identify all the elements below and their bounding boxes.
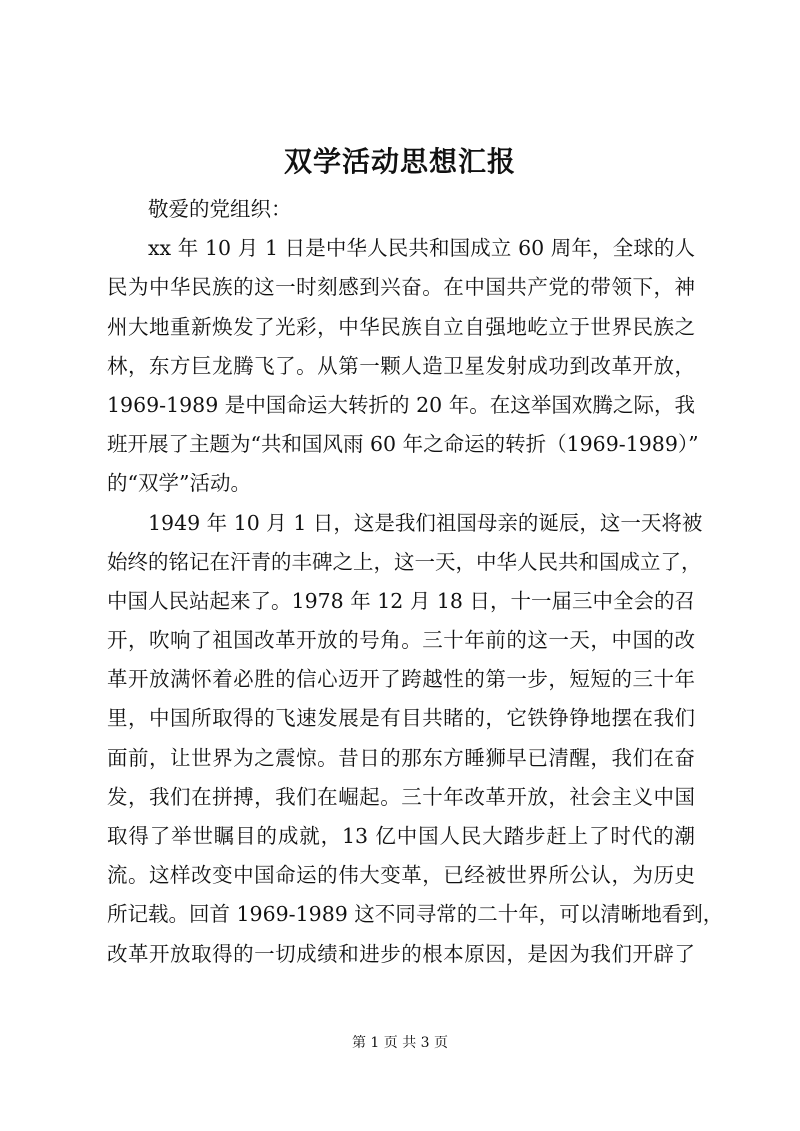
paragraph-2-line: 发，我们在拼搏，我们在崛起。三十年改革开放，社会主义中国	[107, 784, 695, 809]
paragraph-1-line: xx 年 10 月 1 日是中华人民共和国成立 60 周年，全球的人	[148, 236, 695, 261]
paragraph-2-line: 1949 年 10 月 1 日，这是我们祖国母亲的诞辰，这一天将被	[148, 510, 703, 535]
paragraph-2-line: 流。这样改变中国命运的伟大变革，已经被世界所公认，为历史	[107, 863, 695, 888]
paragraph-2-line: 里，中国所取得的飞速发展是有目共睹的，它铁铮铮地摆在我们	[107, 706, 695, 731]
paragraph-1-line: 1969-1989 是中国命运大转折的 20 年。在这举国欢腾之际，我	[107, 392, 695, 417]
paragraph-2-line: 开，吹响了祖国改革开放的号角。三十年前的这一天，中国的改	[107, 628, 695, 653]
paragraph-2-line: 取得了举世瞩目的成就，13 亿中国人民大踏步赶上了时代的潮	[107, 824, 695, 848]
paragraph-1-line: 州大地重新焕发了光彩，中华民族自立自强地屹立于世界民族之	[107, 314, 695, 339]
paragraph-2-line: 始终的铭记在汗青的丰碑之上，这一天，中华人民共和国成立了，	[107, 549, 702, 574]
paragraph-2-line: 面前，让世界为之震惊。昔日的那东方睡狮早已清醒，我们在奋	[107, 745, 695, 770]
document-title: 双学活动思想汇报	[283, 145, 516, 178]
paragraph-1-line: 林，东方巨龙腾飞了。从第一颗人造卫星发射成功到改革开放，	[107, 353, 695, 378]
paragraph-1-line: 的“双学”活动。	[107, 471, 251, 496]
document-body	[107, 190, 724, 974]
paragraph-2-line: 所记载。回首 1969-1989 这不同寻常的二十年，可以清晰地看到，	[107, 902, 724, 927]
paragraph-2-line: 中国人民站起来了。1978 年 12 月 18 日，十一届三中全会的召	[107, 588, 695, 613]
paragraph-2-line: 改革开放取得的一切成绩和进步的根本原因，是因为我们开辟了	[107, 941, 695, 966]
page-footer: 第 1 页 共 3 页	[351, 1035, 449, 1051]
paragraph-2-line: 革开放满怀着必胜的信心迈开了跨越性的第一步，短短的三十年	[107, 667, 695, 692]
salutation: 敬爱的党组织：	[148, 197, 292, 221]
paragraph-1-line: 班开展了主题为“共和国风雨 60 年之命运的转折（1969-1989）”	[107, 432, 699, 457]
paragraph-1-line: 民为中华民族的这一时刻感到兴奋。在中国共产党的带领下，神	[107, 275, 695, 300]
